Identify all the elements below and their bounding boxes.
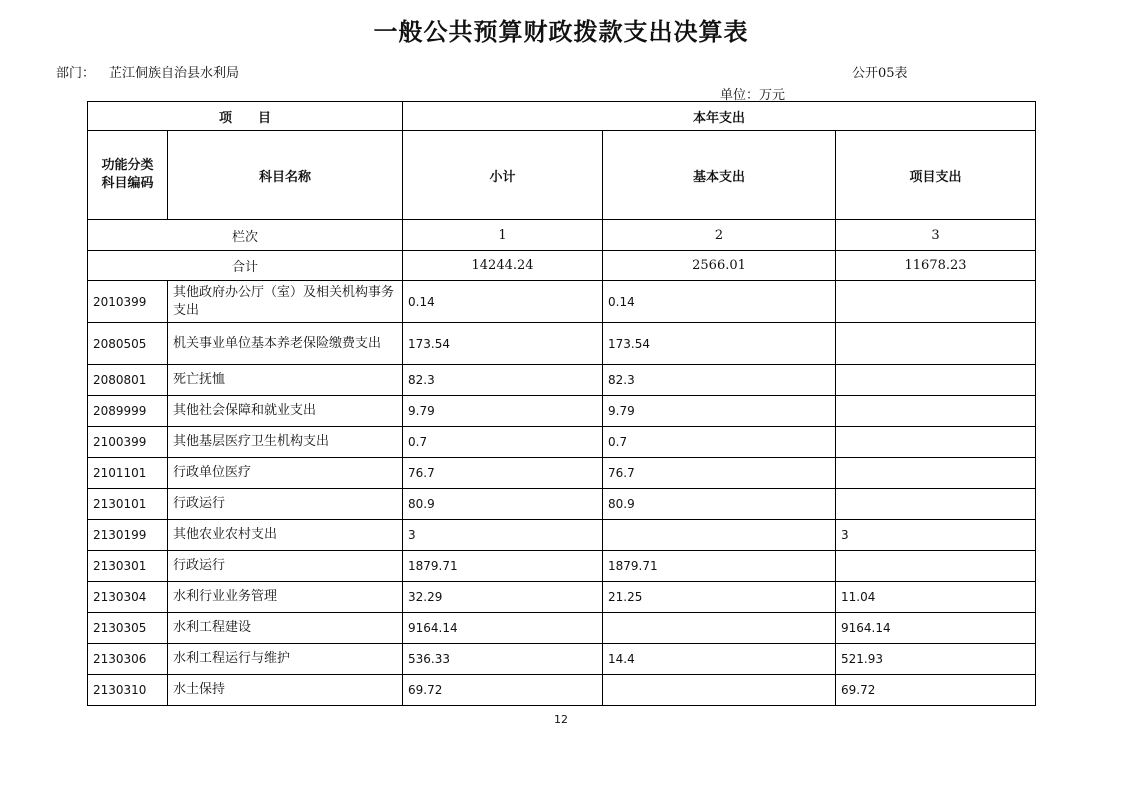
row-code: 2010399 — [88, 281, 168, 323]
row-basic: 173.54 — [603, 323, 836, 365]
row-project — [836, 281, 1036, 323]
header-subtotal: 小计 — [403, 131, 603, 220]
total-label: 合计 — [88, 251, 403, 281]
row-basic: 76.7 — [603, 458, 836, 489]
row-code: 2089999 — [88, 396, 168, 427]
row-project — [836, 458, 1036, 489]
row-code: 2100399 — [88, 427, 168, 458]
row-basic: 9.79 — [603, 396, 836, 427]
row-basic — [603, 613, 836, 644]
row-subtotal: 173.54 — [403, 323, 603, 365]
table-row — [88, 613, 1036, 644]
department-line — [56, 62, 239, 81]
row-project: 521.93 — [836, 644, 1036, 675]
header-name: 科目名称 — [168, 131, 403, 220]
department-value: 芷江侗族自治县水利局 — [109, 66, 240, 81]
row-name: 其他农业农村支出 — [168, 520, 403, 551]
row-code: 2130306 — [88, 644, 168, 675]
column-index-row — [88, 220, 1036, 251]
row-project — [836, 427, 1036, 458]
table-row — [88, 281, 1036, 323]
row-project: 11.04 — [836, 582, 1036, 613]
row-subtotal: 9.79 — [403, 396, 603, 427]
header-basic: 基本支出 — [603, 131, 836, 220]
row-code: 2130305 — [88, 613, 168, 644]
table-row — [88, 520, 1036, 551]
table-row — [88, 396, 1036, 427]
column-index-label: 栏次 — [88, 220, 403, 251]
row-basic — [603, 675, 836, 706]
row-subtotal: 69.72 — [403, 675, 603, 706]
column-index-3: 3 — [836, 220, 1036, 251]
row-basic: 21.25 — [603, 582, 836, 613]
column-index-2: 2 — [603, 220, 836, 251]
table-row — [88, 323, 1036, 365]
row-basic: 0.7 — [603, 427, 836, 458]
row-subtotal: 0.14 — [403, 281, 603, 323]
row-project: 9164.14 — [836, 613, 1036, 644]
table-row — [88, 582, 1036, 613]
row-project — [836, 551, 1036, 582]
row-project: 69.72 — [836, 675, 1036, 706]
row-name: 机关事业单位基本养老保险缴费支出 — [168, 323, 403, 365]
row-project: 3 — [836, 520, 1036, 551]
unit-label: 单位：万元 — [720, 88, 786, 103]
row-subtotal: 80.9 — [403, 489, 603, 520]
table-row — [88, 644, 1036, 675]
row-code: 2101101 — [88, 458, 168, 489]
row-basic: 14.4 — [603, 644, 836, 675]
row-basic: 1879.71 — [603, 551, 836, 582]
header-code: 功能分类 科目编码 — [88, 131, 168, 220]
row-name: 行政运行 — [168, 551, 403, 582]
row-subtotal: 536.33 — [403, 644, 603, 675]
row-code: 2130101 — [88, 489, 168, 520]
table-row — [88, 489, 1036, 520]
row-project — [836, 396, 1036, 427]
column-index-1: 1 — [403, 220, 603, 251]
department-label: 部门： — [56, 66, 96, 81]
row-name: 水土保持 — [168, 675, 403, 706]
row-name: 水利工程建设 — [168, 613, 403, 644]
row-subtotal: 9164.14 — [403, 613, 603, 644]
row-basic — [603, 520, 836, 551]
page-number: 12 — [554, 713, 568, 726]
row-project — [836, 323, 1036, 365]
header-item: 项 目 — [88, 102, 403, 131]
expenditure-table — [87, 101, 1036, 706]
total-row — [88, 251, 1036, 281]
row-name: 水利行业业务管理 — [168, 582, 403, 613]
page-title: 一般公共预算财政拨款支出决算表 — [373, 17, 749, 46]
row-code: 2080801 — [88, 365, 168, 396]
total-subtotal: 14244.24 — [403, 251, 603, 281]
table-row — [88, 675, 1036, 706]
header-row-1 — [88, 102, 1036, 131]
header-row-2 — [88, 131, 1036, 220]
row-basic: 0.14 — [603, 281, 836, 323]
row-code: 2130301 — [88, 551, 168, 582]
row-code: 2080505 — [88, 323, 168, 365]
table-code: 公开05表 — [852, 66, 908, 81]
row-project — [836, 365, 1036, 396]
row-subtotal: 0.7 — [403, 427, 603, 458]
row-name: 死亡抚恤 — [168, 365, 403, 396]
header-project: 项目支出 — [836, 131, 1036, 220]
row-name: 其他基层医疗卫生机构支出 — [168, 427, 403, 458]
row-subtotal: 3 — [403, 520, 603, 551]
total-project: 11678.23 — [836, 251, 1036, 281]
total-basic: 2566.01 — [603, 251, 836, 281]
row-name: 行政单位医疗 — [168, 458, 403, 489]
row-name: 行政运行 — [168, 489, 403, 520]
row-subtotal: 82.3 — [403, 365, 603, 396]
row-name: 其他政府办公厅（室）及相关机构事务支出 — [168, 281, 403, 323]
row-code: 2130304 — [88, 582, 168, 613]
header-current-year: 本年支出 — [403, 102, 1036, 131]
table-row — [88, 427, 1036, 458]
row-name: 水利工程运行与维护 — [168, 644, 403, 675]
row-basic: 82.3 — [603, 365, 836, 396]
row-subtotal: 1879.71 — [403, 551, 603, 582]
row-basic: 80.9 — [603, 489, 836, 520]
row-subtotal: 76.7 — [403, 458, 603, 489]
row-project — [836, 489, 1036, 520]
row-code: 2130199 — [88, 520, 168, 551]
table-row — [88, 551, 1036, 582]
row-code: 2130310 — [88, 675, 168, 706]
row-subtotal: 32.29 — [403, 582, 603, 613]
table-row — [88, 365, 1036, 396]
table-row — [88, 458, 1036, 489]
row-name: 其他社会保障和就业支出 — [168, 396, 403, 427]
